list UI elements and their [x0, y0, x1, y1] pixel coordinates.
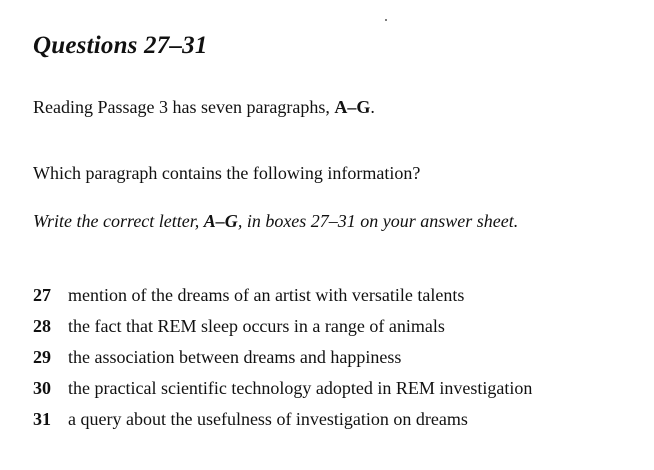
question-number: 30: [33, 378, 51, 398]
question-text: a query about the usefulness of investigation on dreams: [68, 409, 468, 429]
question-list: [33, 285, 532, 440]
instruction-range: A–G: [203, 211, 238, 231]
question-item: [33, 378, 532, 409]
intro-text: Reading Passage 3 has seven paragraphs,: [33, 97, 335, 117]
passage-intro: [33, 97, 375, 118]
question-item: [33, 409, 532, 440]
question-item: [33, 347, 532, 378]
question-number: 28: [33, 316, 51, 336]
question-prompt: Which paragraph contains the following information?: [33, 163, 421, 183]
question-item: [33, 316, 532, 347]
intro-range: A–G: [334, 97, 371, 117]
intro-end: .: [370, 97, 375, 117]
answer-instruction: [33, 211, 518, 232]
question-number: 31: [33, 409, 51, 429]
scan-speck: [385, 19, 387, 21]
instruction-before: Write the correct letter,: [33, 211, 204, 231]
question-number: 29: [33, 347, 51, 367]
questions-heading: Questions 27–31: [33, 32, 208, 59]
question-text: the association between dreams and happiness: [68, 347, 402, 367]
question-text: mention of the dreams of an artist with versatile talents: [68, 285, 465, 305]
question-item: [33, 285, 532, 316]
question-number: 27: [33, 285, 51, 305]
instruction-after: , in boxes 27–31 on your answer sheet.: [237, 211, 519, 231]
question-text: the fact that REM sleep occurs in a range of animals: [68, 316, 445, 336]
question-text: the practical scientific technology adopted in REM investigation: [68, 378, 533, 398]
